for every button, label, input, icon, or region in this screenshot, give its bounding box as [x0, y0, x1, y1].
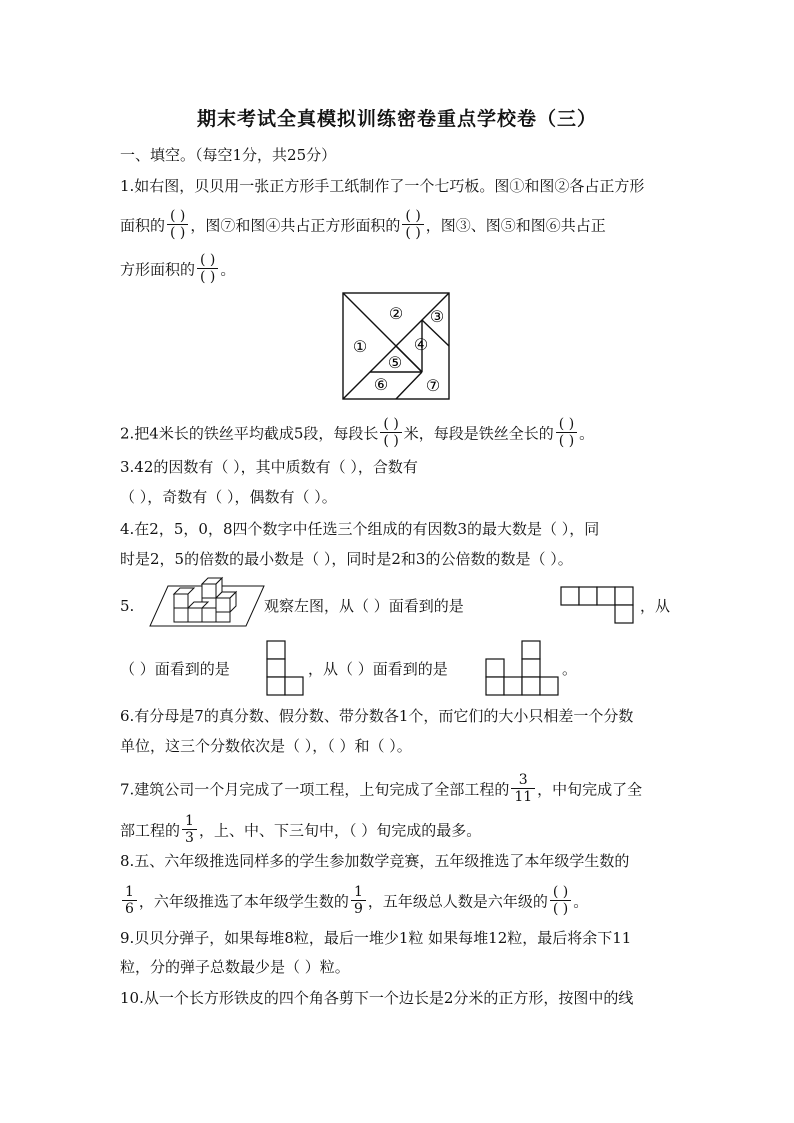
question-6-line-1: 6.有分母是7的真分数、假分数、带分数各1个，而它们的大小只相差一个分数	[120, 707, 634, 725]
tangram-label-7: ⑦	[425, 376, 441, 395]
page-title: 期末考试全真模拟训练密卷重点学校卷（三）	[196, 108, 597, 130]
answer-fraction-blank[interactable]: $\frac{( )}{( )}$	[167, 208, 188, 241]
question-3-line-2: （ ），奇数有（ ），偶数有（ ）。	[120, 488, 337, 506]
question-9-line-2: 粒，分的弹子总数最少是（ ）粒。	[120, 958, 350, 976]
answer-fraction-blank[interactable]: $\frac{( )}{( )}$	[550, 884, 571, 917]
fraction-1-9: $\frac{1}{9}$	[351, 884, 366, 917]
fraction-3-11: $\frac{3}{11}$	[511, 772, 535, 805]
question-10-line-1: 10.从一个长方形铁皮的四个角各剪下一个边长是2分米的正方形，按图中的线	[120, 989, 634, 1007]
cube-stack-figure	[150, 580, 264, 628]
question-1-line-1: 1.如右图，贝贝用一张正方形手工纸制作了一个七巧板。图①和图②各占正方形	[120, 177, 645, 195]
answer-fraction-blank[interactable]: $\frac{( )}{( )}$	[556, 416, 577, 449]
question-1-line-2: 面积的 $\frac{( )}{( )}$ ，图⑦和图④共占正方形面积的 $\frac{( )}{( )}$ ，图③、图⑤和图⑥共占正	[120, 208, 606, 241]
question-6-line-2: 单位，这三个分数依次是（ ），（ ）和（ ）。	[120, 737, 412, 755]
question-9-line-1: 9.贝贝分弹子，如果每堆8粒，最后一堆少1粒 如果每堆12粒，最后将余下11	[120, 929, 632, 947]
tangram-label-1: ①	[352, 337, 368, 356]
view-figure-2	[266, 640, 304, 696]
question-5-line-2b: ，从（ ）面看到的是	[308, 660, 448, 678]
tangram-label-4: ④	[413, 335, 429, 354]
fraction-1-6: $\frac{1}{6}$	[122, 884, 137, 917]
fraction-1-3: $\frac{1}{3}$	[182, 813, 197, 846]
question-2: 2.把4米长的铁丝平均截成5段，每段长 $\frac{( )}{( )}$ 米，每段是铁丝全长的 $\frac{( )}{( )}$ 。	[120, 416, 595, 449]
view-figure-3	[485, 640, 559, 696]
answer-fraction-blank[interactable]: $\frac{( )}{( )}$	[380, 416, 401, 449]
tangram-label-5: ⑤	[387, 353, 403, 372]
question-5-line-2: （ ）面看到的是	[120, 660, 230, 678]
tangram-figure	[342, 292, 450, 400]
question-7-line-2: 部工程的 $\frac{1}{3}$ ，上、中、下三旬中，（ ）旬完成的最多。	[120, 813, 482, 846]
question-5-end: 。	[562, 660, 578, 678]
view-figure-1	[560, 586, 634, 624]
question-5-line-1: 观察左图，从（ ）面看到的是	[264, 597, 464, 615]
answer-fraction-blank[interactable]: $\frac{( )}{( )}$	[197, 252, 218, 285]
question-8-line-2: $\frac{1}{6}$ ，六年级推选了本年级学生数的 $\frac{1}{9}$ ，五年级总人数是六年级的 $\frac{( )}{( )}$ 。	[120, 886, 588, 919]
tangram-label-3: ③	[429, 307, 445, 326]
question-3-line-1: 3.42的因数有（ ），其中质数有（ ），合数有	[120, 458, 418, 476]
question-4-line-1: 4.在2，5，0，8四个数字中任选三个组成的有因数3的最大数是（ ），同	[120, 520, 600, 538]
question-1-line-3: 方形面积的 $\frac{( )}{( )}$ 。	[120, 252, 236, 285]
answer-fraction-blank[interactable]: $\frac{( )}{( )}$	[402, 208, 423, 241]
question-8-line-1: 8.五、六年级推选同样多的学生参加数学竞赛，五年级推选了本年级学生数的	[120, 852, 630, 870]
section-heading: 一、填空。（每空1分，共25分）	[120, 146, 337, 164]
question-5-from: ，从	[640, 597, 671, 615]
tangram-label-6: ⑥	[373, 375, 389, 394]
tangram-label-2: ②	[388, 304, 404, 323]
question-4-line-2: 时是2，5的倍数的最小数是（ ），同时是2和3的公倍数的数是（ ）。	[120, 550, 573, 568]
question-5-number: 5.	[120, 597, 135, 615]
question-7-line-1: 7.建筑公司一个月完成了一项工程，上旬完成了全部工程的 $\frac{3}{11}$ ，中旬完成了全	[120, 772, 643, 805]
